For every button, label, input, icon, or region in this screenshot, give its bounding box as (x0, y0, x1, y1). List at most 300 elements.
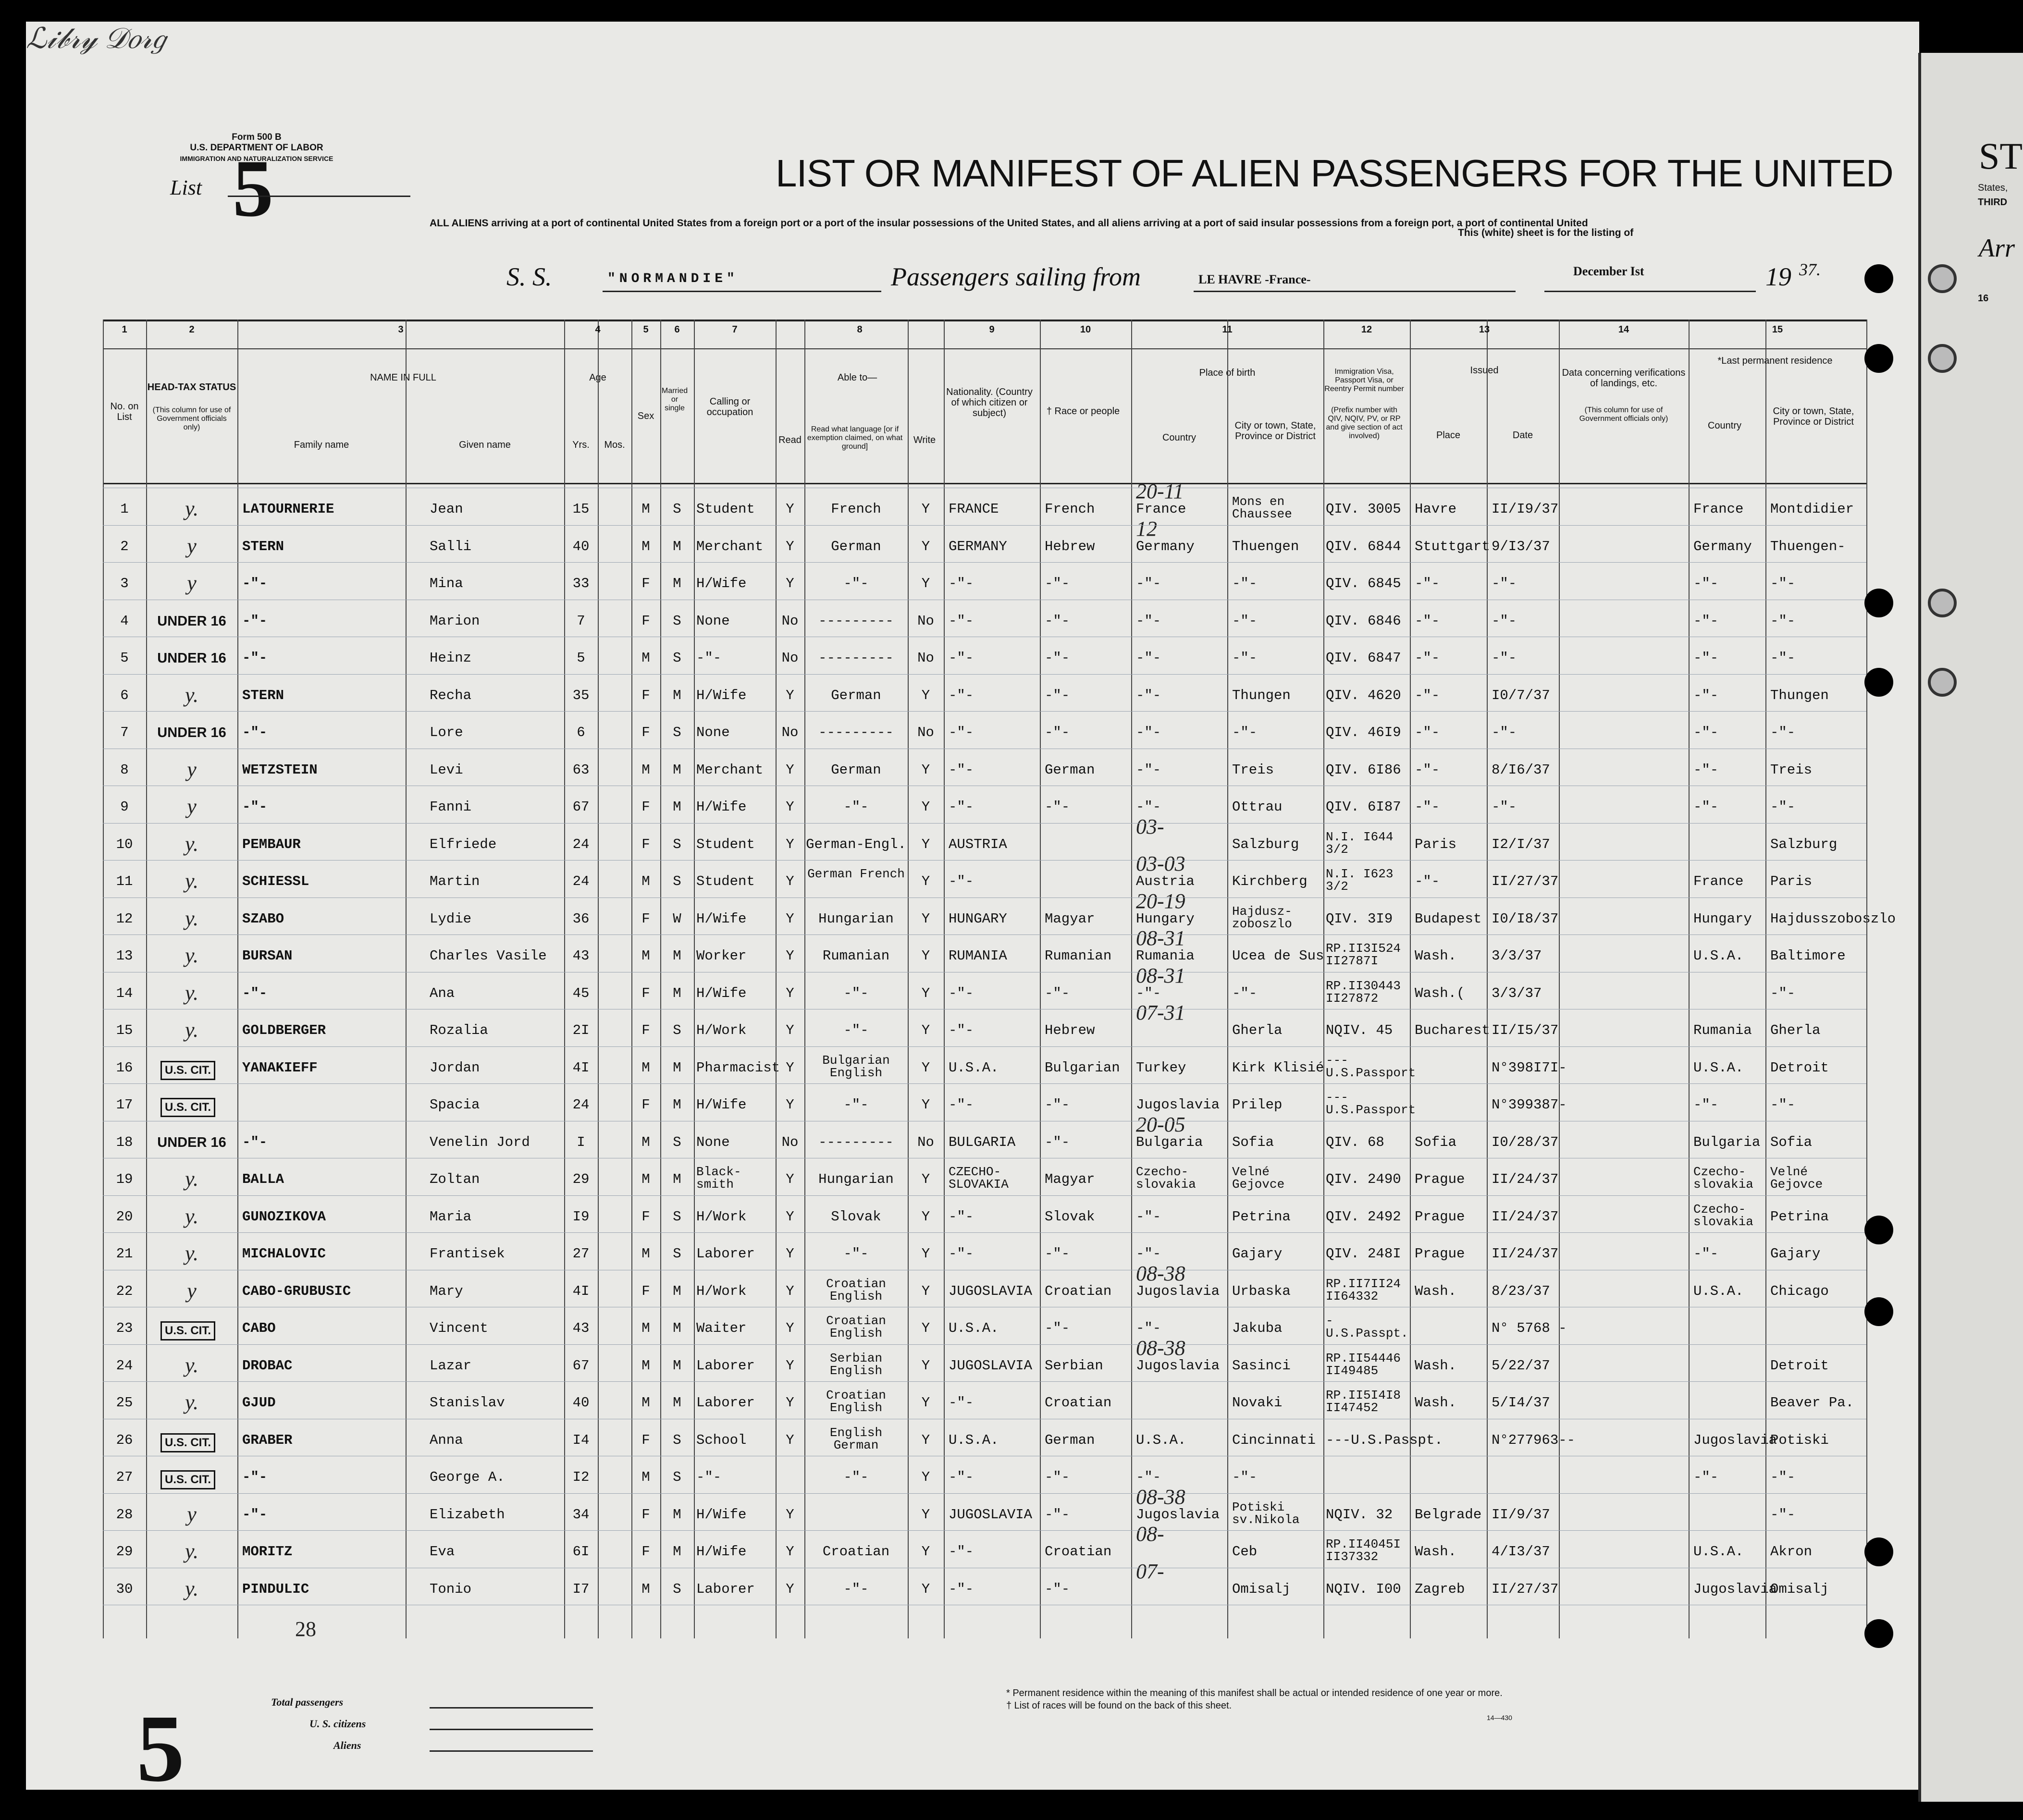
cell-sex: M (641, 1059, 650, 1076)
cell-idate: I2/I/37 (1492, 836, 1550, 852)
column-number: 14 (1618, 324, 1629, 335)
cell-lang: English German (829, 1425, 883, 1452)
column-number: 11 (1222, 324, 1233, 335)
cell-occ: Merchant (696, 762, 764, 778)
cell-given: Salli (430, 538, 472, 554)
cell-sex: F (641, 1208, 650, 1225)
cell-visa: QIV. 3005 (1326, 501, 1401, 517)
cell-no: 24 (116, 1357, 133, 1374)
cell-bcity: Kirk Klisié (1232, 1059, 1324, 1076)
cell-rcity: -"- (1770, 985, 1796, 1001)
cell-race: -"- (1045, 799, 1070, 815)
cell-family: -"- (242, 799, 268, 815)
cell-occ: H/Wife (696, 687, 747, 703)
cell-rcountry: Germany (1693, 538, 1752, 554)
cell-lang: Slovak (831, 1208, 881, 1225)
cell-rcountry: U.S.A. (1693, 1544, 1744, 1560)
cell-bcountry: -"- (1136, 1320, 1161, 1336)
cell-visa: QIV. 6846 (1326, 613, 1401, 629)
cell-ms: M (673, 1506, 681, 1523)
cell-nat: -"- (949, 1581, 974, 1597)
cell-rcountry: -"- (1693, 799, 1719, 815)
cell-race: -"- (1045, 1469, 1070, 1485)
cell-rcity: Thungen (1770, 687, 1829, 703)
cell-nat: U.S.A. (949, 1432, 999, 1448)
column-rule (694, 320, 695, 1638)
cell-lang: French (831, 501, 881, 517)
cell-tax: y. (185, 981, 199, 1005)
cell-occ: H/Wife (696, 1544, 747, 1560)
list-label: List (170, 176, 202, 199)
row-rule (103, 1493, 1866, 1494)
cell-read: No (781, 725, 799, 740)
cell-rcity: -"- (1770, 613, 1796, 629)
handwritten-annotation: 08-38 (1136, 1261, 1185, 1285)
hdr-name-in-full: NAME IN FULL (370, 372, 436, 383)
cell-ms: S (673, 836, 681, 852)
cell-rcity: Gajary (1770, 1246, 1821, 1262)
cell-read: Y (786, 910, 794, 927)
cell-sex: F (641, 910, 650, 927)
cell-sex: M (641, 1395, 650, 1411)
binder-hole (1864, 1297, 1893, 1326)
total-passengers-line (430, 1707, 593, 1709)
cell-read: Y (786, 836, 794, 852)
cell-lang: --------- (818, 1134, 894, 1150)
cell-tax: U.S. CIT. (160, 1321, 215, 1340)
hdr-landings: Data concerning verifications of landings, etc. (1562, 368, 1686, 389)
cell-no: 2 (120, 538, 129, 554)
hdr-able-to: Able to— (837, 372, 877, 383)
cell-tax: y (187, 534, 197, 558)
hdr-res-city: City or town, State, Province or District (1773, 406, 1854, 427)
cell-yrs: 67 (572, 1357, 590, 1374)
cell-occ: Merchant (696, 538, 764, 554)
cell-nat: -"- (949, 799, 974, 815)
cell-yrs: 43 (572, 948, 590, 964)
cell-read: Y (786, 1357, 794, 1374)
cell-rcountry: Czecho- slovakia (1693, 1165, 1753, 1192)
cell-family: STERN (242, 538, 284, 554)
cell-race: -"- (1045, 576, 1070, 591)
cell-bcity: Prilep (1232, 1097, 1283, 1113)
cell-sex: F (641, 1022, 650, 1038)
cell-race: Slovak (1045, 1208, 1095, 1225)
cell-iplace: -"- (1415, 650, 1440, 666)
date-line (1544, 291, 1756, 292)
binder-hole (1928, 589, 1957, 617)
cell-iplace: -"- (1415, 799, 1440, 815)
binder-hole (1928, 668, 1957, 697)
cell-given: Recha (430, 687, 472, 703)
cell-tax: y. (185, 497, 199, 520)
footer-list-number: 5 (136, 1696, 185, 1802)
cell-idate: N° 5768 - (1492, 1320, 1567, 1336)
cell-read: Y (786, 1544, 794, 1560)
cell-iplace: -"- (1415, 687, 1440, 703)
cell-family: CABO (242, 1320, 276, 1336)
cell-write: Y (921, 1357, 930, 1374)
cell-sex: M (641, 762, 650, 778)
cell-tax: y (187, 1279, 197, 1303)
cell-read: Y (786, 1059, 794, 1076)
cell-nat: -"- (949, 1246, 974, 1262)
column-rule (146, 320, 147, 1638)
cell-family: GJUD (242, 1395, 276, 1411)
cell-iplace: -"- (1415, 762, 1440, 778)
cell-idate: II/I9/37 (1492, 501, 1559, 517)
cell-lang: German (831, 687, 881, 703)
cell-race: German (1045, 1432, 1095, 1448)
column-number: 12 (1361, 324, 1372, 335)
hdr-last-residence: *Last permanent residence (1717, 356, 1833, 366)
cell-rcity: -"- (1770, 650, 1796, 666)
cell-no: 6 (120, 687, 129, 703)
cell-nat: -"- (949, 687, 974, 703)
cell-read: Y (786, 687, 794, 703)
cell-idate: -"- (1492, 799, 1517, 815)
cell-rcity: Detroit (1770, 1357, 1829, 1374)
next-sheet-title-fragment: ST (1979, 135, 2023, 177)
cell-yrs: 40 (572, 538, 590, 554)
cell-lang: German French (807, 867, 905, 881)
cell-given: Lydie (430, 910, 472, 927)
cell-read: Y (786, 762, 794, 778)
cell-race: German (1045, 762, 1095, 778)
cell-write: No (917, 650, 934, 666)
cell-visa: QIV. 3I9 (1326, 910, 1393, 927)
cell-iplace: Wash. (1415, 1283, 1457, 1299)
aliens-line (430, 1750, 593, 1752)
cell-no: 8 (120, 762, 129, 778)
cell-idate: I0/7/37 (1492, 687, 1550, 703)
cell-bcity: Omisalj (1232, 1581, 1291, 1597)
cell-family: -"- (242, 1469, 268, 1485)
column-rule (1866, 320, 1867, 1638)
cell-iplace: Wash.( (1415, 985, 1465, 1001)
cell-bcity: Petrina (1232, 1208, 1291, 1225)
cell-ms: M (673, 1171, 681, 1187)
cell-lang: German-Engl. (806, 836, 906, 852)
cell-yrs: 15 (572, 501, 590, 517)
cell-lang: --------- (818, 613, 894, 629)
cell-iplace: Wash. (1415, 1544, 1457, 1560)
column-number: 1 (122, 324, 127, 335)
cell-ms: S (673, 613, 681, 629)
cell-bcountry: Jugoslavia (1136, 1357, 1220, 1374)
handwritten-annotation: 12 (1136, 516, 1157, 541)
hdr-mos: Mos. (604, 440, 625, 450)
form-number: Form 500 B (232, 132, 282, 142)
table-top-rule (103, 320, 1866, 321)
cell-nat: RUMANIA (949, 948, 1007, 964)
cell-family: YANAKIEFF (242, 1059, 318, 1076)
cell-rcountry: -"- (1693, 725, 1719, 740)
cell-yrs: I7 (572, 1581, 590, 1597)
cell-read: Y (786, 985, 794, 1001)
cell-family: PINDULIC (242, 1581, 309, 1597)
cell-rcountry: Jugoslavia (1693, 1581, 1777, 1597)
cell-family: GRABER (242, 1432, 293, 1448)
cell-read: Y (786, 1395, 794, 1411)
cell-bcity: Hajdusz- zoboszlo (1232, 904, 1292, 931)
cell-bcountry: -"- (1136, 985, 1161, 1001)
cell-nat: -"- (949, 725, 974, 740)
cell-race: Magyar (1045, 910, 1095, 927)
cell-rcountry: -"- (1693, 650, 1719, 666)
cell-write: Y (921, 1097, 930, 1113)
cell-nat: -"- (949, 1022, 974, 1038)
cell-ms: M (673, 1395, 681, 1411)
row-rule (103, 1344, 1866, 1345)
cell-yrs: 7 (577, 613, 585, 629)
cell-bcountry: Jugoslavia (1136, 1506, 1220, 1523)
cell-no: 25 (116, 1395, 133, 1411)
cell-ms: S (673, 725, 681, 740)
cell-bcountry: -"- (1136, 650, 1161, 666)
year-prefix: 19 (1765, 262, 1791, 291)
cell-race: -"- (1045, 613, 1070, 629)
cell-no: 27 (116, 1469, 133, 1485)
cell-family: BALLA (242, 1171, 284, 1187)
cell-write: Y (921, 538, 930, 554)
cell-visa: QIV. 4620 (1326, 687, 1401, 703)
column-rule (103, 320, 104, 1638)
cell-visa: RP.II4045I II37332 (1326, 1537, 1401, 1564)
column-rule (1487, 320, 1488, 1638)
cell-read: Y (786, 799, 794, 815)
cell-yrs: 24 (572, 836, 590, 852)
cell-rcountry: U.S.A. (1693, 1059, 1744, 1076)
hdr-visa-note: (Prefix number with QIV, NQIV, PV, or RP and give section of act involved) (1326, 406, 1403, 440)
cell-tax: y. (185, 1242, 199, 1265)
cell-family: GUNOZIKOVA (242, 1208, 326, 1225)
next-sheet-third: THIRD (1978, 197, 2008, 208)
manifest-sheet (26, 22, 1919, 1802)
cell-rcity: Omisalj (1770, 1581, 1829, 1597)
cell-read: No (781, 650, 799, 666)
cell-write: Y (921, 1059, 930, 1076)
cell-write: Y (921, 1246, 930, 1262)
cell-nat: FRANCE (949, 501, 999, 517)
cell-visa: NQIV. 45 (1326, 1022, 1393, 1038)
hdr-age: Age (589, 372, 606, 383)
cell-occ: Laborer (696, 1246, 755, 1262)
cell-race: Croatian (1045, 1395, 1112, 1411)
cell-idate: N°399387- (1492, 1097, 1567, 1113)
cell-yrs: 34 (572, 1506, 590, 1523)
cell-bcountry: U.S.A. (1136, 1432, 1186, 1448)
cell-write: Y (921, 1469, 930, 1485)
cell-iplace: Belgrade (1415, 1506, 1482, 1523)
cell-visa: QIV. 6847 (1326, 650, 1401, 666)
cell-write: Y (921, 873, 930, 889)
us-citizens-label: U. S. citizens (309, 1718, 366, 1730)
handwritten-annotation: 03- (1136, 814, 1164, 838)
cell-lang: Bulgarian English (822, 1053, 890, 1080)
hdr-issued-place: Place (1436, 430, 1461, 441)
column-rule (1131, 320, 1132, 1638)
cell-sex: F (641, 613, 650, 629)
cell-lang: Serbian English (829, 1351, 883, 1378)
cell-bcity: Cincinnati (1232, 1432, 1316, 1448)
cell-write: Y (921, 762, 930, 778)
cell-visa: QIV. 2492 (1326, 1208, 1401, 1225)
hdr-issued-date: Date (1512, 430, 1533, 441)
cell-yrs: 43 (572, 1320, 590, 1336)
cell-read: Y (786, 501, 794, 517)
cell-tax: y. (185, 1353, 199, 1377)
cell-ms: W (673, 910, 681, 927)
row-rule (103, 562, 1866, 563)
cell-rcity: Akron (1770, 1544, 1813, 1560)
cell-ms: M (673, 576, 681, 591)
cell-sex: F (641, 1544, 650, 1560)
cell-bcity: Gajary (1232, 1246, 1283, 1262)
cell-read: Y (786, 538, 794, 554)
cell-rcountry: -"- (1693, 762, 1719, 778)
hdr-nationality: Nationality. (Country of which citizen or subject) (946, 387, 1033, 418)
cell-read: Y (786, 1432, 794, 1448)
next-sheet-states: States, (1978, 183, 2008, 193)
cell-ms: S (673, 1022, 681, 1038)
cell-yrs: 45 (572, 985, 590, 1001)
cell-given: Jordan (430, 1059, 480, 1076)
cell-bcity: -"- (1232, 613, 1258, 629)
cell-rcountry: France (1693, 873, 1744, 889)
column-number: 8 (857, 324, 863, 335)
cell-no: 20 (116, 1208, 133, 1225)
cell-bcity: Gherla (1232, 1022, 1283, 1038)
cell-no: 28 (116, 1506, 133, 1523)
column-rule (1559, 320, 1560, 1638)
cell-occ: Black- smith (696, 1165, 741, 1192)
handwritten-annotation: 08-31 (1136, 963, 1185, 987)
column-rule (804, 320, 805, 1638)
cell-given: Elizabeth (430, 1506, 505, 1523)
cell-read: Y (786, 1097, 794, 1113)
cell-read: Y (786, 948, 794, 964)
cell-family: PEMBAUR (242, 836, 301, 852)
cell-tax: U.S. CIT. (160, 1470, 215, 1489)
cell-tax: y. (185, 683, 199, 707)
cell-nat: -"- (949, 1097, 974, 1113)
cell-nat: HUNGARY (949, 910, 1007, 927)
cell-lang: -"- (843, 1022, 869, 1038)
cell-ms: M (673, 1357, 681, 1374)
header-bottom-rule (103, 483, 1866, 484)
cell-nat: CZECHO- SLOVAKIA (949, 1165, 1009, 1192)
cell-yrs: 33 (572, 576, 590, 591)
cell-no: 5 (120, 650, 129, 666)
cell-yrs: I4 (572, 1432, 590, 1448)
cell-nat: -"- (949, 576, 974, 591)
cell-sex: M (641, 1581, 650, 1597)
handwritten-annotation: 07-31 (1136, 1001, 1185, 1024)
cell-read: No (781, 613, 799, 629)
cell-iplace: -"- (1415, 725, 1440, 740)
cell-yrs: 40 (572, 1395, 590, 1411)
cell-occ: Waiter (696, 1320, 747, 1336)
cell-rcity: -"- (1770, 799, 1796, 815)
cell-bcity: Mons en Chaussee (1232, 494, 1292, 521)
cell-ms: S (673, 1469, 681, 1485)
cell-bcity: Salzburg (1232, 836, 1299, 852)
cell-nat: -"- (949, 1395, 974, 1411)
cell-family: MORITZ (242, 1544, 293, 1560)
cell-race: Magyar (1045, 1171, 1095, 1187)
cell-idate: -"- (1492, 725, 1517, 740)
cell-occ: H/Wife (696, 799, 747, 815)
cell-occ: Laborer (696, 1581, 755, 1597)
column-rule (598, 320, 599, 1638)
cell-iplace: Wash. (1415, 1357, 1457, 1374)
cell-no: 13 (116, 948, 133, 964)
cell-race: Hebrew (1045, 1022, 1095, 1038)
aliens-label: Aliens (333, 1739, 361, 1751)
cell-bcity: Potiski sv.Nikola (1232, 1500, 1300, 1527)
cell-given: Lazar (430, 1357, 472, 1374)
cell-visa: RP.II5I4I8 II47452 (1326, 1388, 1401, 1415)
cell-no: 7 (120, 725, 129, 740)
cell-idate: 8/23/37 (1492, 1283, 1550, 1299)
cell-visa: ---U.S.Passpt. (1326, 1432, 1443, 1448)
cell-bcity: Kirchberg (1232, 873, 1308, 889)
cell-bcountry: Bulgaria (1136, 1134, 1203, 1150)
cell-lang: --------- (818, 725, 894, 740)
cell-bcity: Velné Gejovce (1232, 1165, 1285, 1192)
cell-idate: -"- (1492, 650, 1517, 666)
cell-bcountry: Hungary (1136, 910, 1195, 927)
cell-read: No (781, 1134, 799, 1150)
cell-write: Y (921, 1283, 930, 1299)
cell-given: George A. (430, 1469, 505, 1485)
cell-visa: QIV. 6845 (1326, 576, 1401, 591)
cell-idate: 3/3/37 (1492, 985, 1542, 1001)
cell-iplace: Prague (1415, 1171, 1465, 1187)
cell-rcity: Potiski (1770, 1432, 1829, 1448)
ship-name: "NORMANDIE" (607, 271, 739, 286)
cell-occ: Pharmacist (696, 1059, 780, 1076)
cell-idate: 5/I4/37 (1492, 1395, 1550, 1411)
cell-race: -"- (1045, 1320, 1070, 1336)
column-number: 9 (989, 324, 995, 335)
hdr-head-tax: HEAD-TAX STATUS (147, 382, 236, 393)
cell-lang: -"- (843, 1581, 869, 1597)
handwritten-annotation: 07- (1136, 1559, 1164, 1583)
cell-nat: BULGARIA (949, 1134, 1016, 1150)
cell-given: Eva (430, 1544, 455, 1560)
binder-hole (1864, 264, 1893, 293)
column-rule (1323, 320, 1324, 1638)
cell-sex: F (641, 1097, 650, 1113)
cell-visa: QIV. 46I9 (1326, 725, 1401, 740)
cell-occ: H/Wife (696, 1097, 747, 1113)
cell-occ: Student (696, 836, 755, 852)
cell-iplace: Prague (1415, 1246, 1465, 1262)
cell-sex: F (641, 1506, 650, 1523)
cell-tax: y (187, 795, 197, 818)
page-title: LIST OR MANIFEST OF ALIEN PASSENGERS FOR THE UNITED (776, 152, 1893, 195)
cell-rcountry: Jugoslavia (1693, 1432, 1777, 1448)
cell-family: WETZSTEIN (242, 762, 318, 778)
cell-no: 22 (116, 1283, 133, 1299)
cell-idate: II/I5/37 (1492, 1022, 1559, 1038)
cell-lang: Hungarian (818, 1171, 894, 1187)
cell-ms: S (673, 1208, 681, 1225)
cell-rcity: Baltimore (1770, 948, 1846, 964)
cell-no: 4 (120, 613, 129, 629)
